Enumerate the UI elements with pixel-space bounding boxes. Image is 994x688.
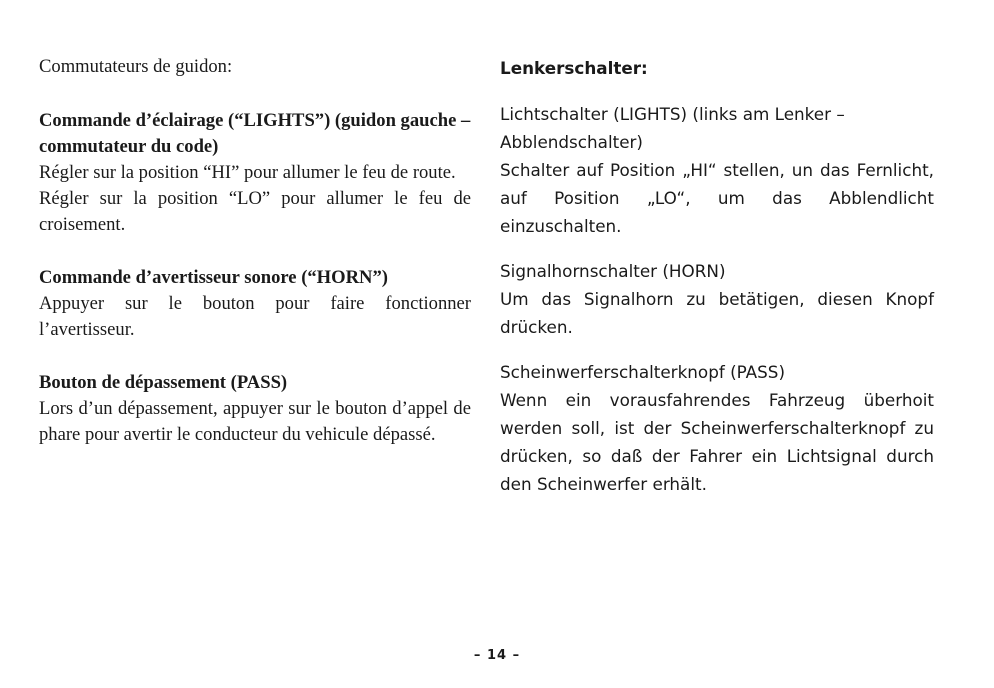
french-column xyxy=(39,54,471,448)
german-section-horn xyxy=(500,257,934,341)
section-paragraph: Wenn ein vorausfahrendes Fahrzeug überhoit werden soll, ist der Scheinwerferschalterknopf zu drücken, so daß der Fahrer ein Lichtsignal durch den Scheinwerfer erhält. xyxy=(500,390,934,494)
section-title: Bouton de dépassement (PASS) xyxy=(39,372,288,393)
french-section-lights xyxy=(39,108,471,238)
section-paragraph: Lors d’un dépassement, appuyer sur le bouton d’appel de phare pour avertir le conducteur du vehicule dépassé. xyxy=(39,398,471,445)
section-title: Scheinwerferschalterknopf (PASS) xyxy=(500,362,786,382)
french-section-pass xyxy=(39,370,471,448)
french-heading: Commutateurs de guidon: xyxy=(39,56,233,77)
french-section-horn xyxy=(39,265,471,343)
section-paragraph: Schalter auf Position „HI“ stellen, un das Fernlicht, auf Position „LO“, um das Abblendlicht einzuschalten. xyxy=(500,160,934,236)
section-paragraph: Um das Signalhorn zu betätigen, diesen Knopf drücken. xyxy=(500,289,934,337)
section-paragraph: Régler sur la position “LO” pour allumer le feu de croisement. xyxy=(39,188,471,235)
section-title: Commande d’éclairage (“LIGHTS”) (guidon gauche – commutateur du code) xyxy=(39,110,471,157)
section-title: Lichtschalter (LIGHTS) (links am Lenker – Abblendschalter) xyxy=(500,104,845,152)
german-column xyxy=(500,54,934,498)
section-paragraph: Régler sur la position “HI” pour allumer le feu de route. xyxy=(39,162,456,183)
section-title: Signalhornschalter (HORN) xyxy=(500,261,726,281)
german-heading: Lenkerschalter: xyxy=(500,58,648,78)
german-section-pass xyxy=(500,358,934,498)
section-title: Commande d’avertisseur sonore (“HORN”) xyxy=(39,267,388,288)
section-paragraph: Appuyer sur le bouton pour faire fonctionner l’avertisseur. xyxy=(39,293,471,340)
german-section-lights xyxy=(500,100,934,240)
page-number: – 14 – xyxy=(473,648,521,663)
